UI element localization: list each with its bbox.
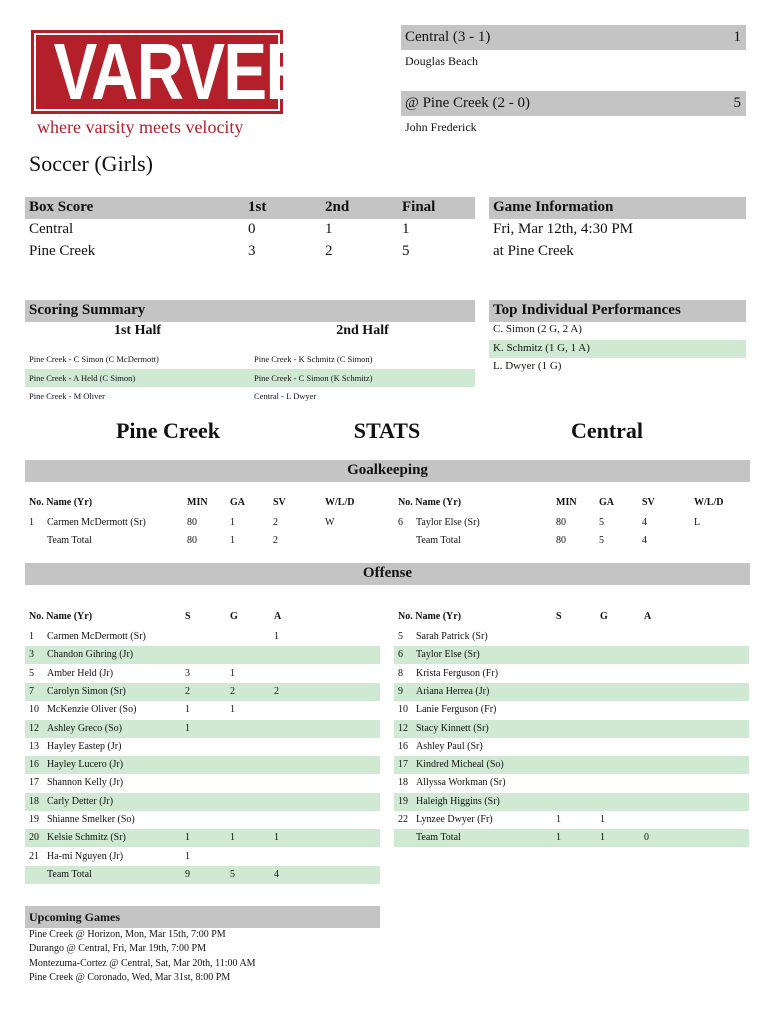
gk-left-team-total-row [25, 532, 380, 550]
goal-entry: Pine Creek - K Schmitz (C Simon) [254, 354, 373, 364]
upcoming-games-header [25, 906, 380, 928]
top-performances-title: Top Individual Performances [493, 302, 681, 318]
scoreboard-home [401, 91, 746, 116]
jersey-number: 20 [29, 832, 39, 844]
page-title: Soccer (Girls) [29, 151, 154, 176]
jersey-number: 18 [29, 795, 39, 807]
jersey-number: 17 [29, 777, 39, 789]
stat-cell: 1 [185, 722, 190, 734]
off-left-player-row [25, 646, 380, 664]
gk-right-player-row [394, 514, 749, 532]
box-score-title: Box Score [29, 199, 94, 215]
stat-cell: 9 [185, 868, 190, 880]
scoreboard-away [401, 25, 746, 50]
jersey-number: 1 [29, 517, 34, 528]
offense-header [25, 563, 750, 585]
off-right-player-row [394, 683, 749, 701]
off-right-player-row [394, 738, 749, 756]
logo-word-var: VAR [53, 27, 182, 116]
off-left-player-row [25, 738, 380, 756]
box-score-header [25, 197, 475, 219]
stat-cell: 1 [185, 704, 190, 716]
stat-cell: 4 [642, 517, 647, 528]
score-1st: 0 [248, 221, 256, 237]
box-score-col-final: Final [402, 199, 436, 215]
game-location: at Pine Creek [493, 243, 574, 259]
box-score-col-2nd: 2nd [325, 199, 350, 215]
column-header: No. Name (Yr) [398, 497, 462, 508]
goalkeeping-header [25, 460, 750, 482]
game-datetime: Fri, Mar 12th, 4:30 PM [493, 221, 634, 237]
stat-cell: 1 [230, 517, 235, 528]
column-header: W/L/D [325, 497, 355, 508]
stat-cell: 4 [274, 868, 279, 880]
stat-cell: 5 [599, 517, 604, 528]
logo-word-vee: VEE [181, 27, 308, 116]
off-left-player-row [25, 665, 380, 683]
player-name: Team Total [47, 868, 92, 880]
stat-cell: 1 [600, 832, 605, 844]
off-right-player-row [394, 756, 749, 774]
player-name: Kindred Micheal (So) [416, 759, 504, 771]
stat-cell: 2 [185, 685, 190, 697]
off-left-player-row [25, 811, 380, 829]
player-name: Carly Detter (Jr) [47, 795, 114, 807]
goal-entry: Pine Creek - C Simon (K Schmitz) [254, 373, 373, 383]
off-right-player-row [394, 774, 749, 792]
goal-entry: Pine Creek - M Oliver [29, 391, 106, 401]
player-name: Team Total [47, 535, 92, 546]
off-left-player-row [25, 683, 380, 701]
performance-item [489, 321, 746, 339]
stats-title: STATS [353, 418, 421, 443]
player-name: Team Total [416, 832, 461, 844]
scoring-row-1 [25, 350, 475, 368]
off-right-player-row [394, 811, 749, 829]
jersey-number: 21 [29, 850, 39, 862]
scoring-summary-header [25, 300, 475, 322]
jersey-number: 16 [398, 740, 408, 752]
off-left-player-row [25, 720, 380, 738]
jersey-number: 10 [29, 704, 39, 716]
jersey-number: 18 [398, 777, 408, 789]
column-header: G [600, 611, 608, 622]
performance-text: K. Schmitz (1 G, 1 A) [493, 342, 590, 354]
player-name: Hayley Eastep (Jr) [47, 740, 122, 752]
stat-cell: 1 [230, 535, 235, 546]
player-name: Lanie Ferguson (Fr) [416, 704, 497, 716]
player-name: Shannon Kelly (Jr) [47, 777, 124, 789]
column-header: W/L/D [694, 497, 724, 508]
column-header: SV [273, 497, 286, 508]
jersey-number: 17 [398, 759, 408, 771]
column-header: No. Name (Yr) [398, 611, 462, 622]
jersey-number: 6 [398, 517, 403, 528]
stat-cell: 80 [556, 517, 566, 528]
jersey-number: 19 [29, 814, 39, 825]
jersey-number: 7 [29, 685, 34, 697]
stat-cell: 80 [187, 535, 197, 546]
stat-cell: 5 [599, 535, 604, 546]
logo-tagline: where varsity meets velocity [37, 117, 244, 137]
column-header: No. Name (Yr) [29, 611, 93, 622]
off-right-player-row [394, 665, 749, 683]
second-half-label: 2nd Half [336, 323, 389, 338]
upcoming-game: Pine Creek @ Coronado, Wed, Mar 31st, 8:00 PM [29, 972, 231, 983]
stat-cell: 1 [274, 832, 279, 844]
off-left-player-row [25, 701, 380, 719]
top-performances-header [489, 300, 746, 322]
stat-cell: 1 [230, 704, 235, 716]
game-info-header [489, 197, 746, 219]
goal-entry: Pine Creek - A Held (C Simon) [29, 373, 136, 383]
stat-cell: 2 [273, 535, 278, 546]
off-right-player-row [394, 701, 749, 719]
jersey-number: 22 [398, 814, 408, 825]
stat-cell: 3 [185, 667, 190, 679]
off-right-player-row [394, 793, 749, 811]
column-header: MIN [187, 497, 208, 508]
jersey-number: 12 [398, 722, 408, 734]
performance-text: C. Simon (2 G, 2 A) [493, 323, 582, 335]
stat-cell: 2 [273, 517, 278, 528]
column-header: GA [230, 497, 245, 508]
away-team: Central (3 - 1) [405, 29, 491, 45]
home-team: @ Pine Creek (2 - 0) [405, 95, 531, 111]
player-name: Carolyn Simon (Sr) [47, 685, 126, 697]
upcoming-game: Pine Creek @ Horizon, Mon, Mar 15th, 7:00 PM [29, 929, 226, 940]
player-name: Team Total [416, 535, 461, 546]
player-name: Krista Ferguson (Fr) [416, 667, 499, 679]
jersey-number: 5 [398, 631, 403, 642]
stat-cell: 1 [230, 832, 235, 844]
column-header: S [185, 611, 191, 622]
off-right-player-row [394, 646, 749, 664]
gk-right-header-row [394, 494, 749, 512]
stat-cell: 1 [185, 850, 190, 862]
box-score-row-pinecreek [25, 242, 475, 264]
player-name: Taylor Else (Sr) [416, 649, 480, 661]
performance-item [489, 340, 746, 358]
off-left-team-total-row [25, 866, 380, 884]
off-left-header-row [25, 608, 380, 626]
stat-cell: 2 [230, 685, 235, 697]
score-1st: 3 [248, 243, 256, 259]
game-info-title: Game Information [493, 199, 614, 215]
off-right-header-row [394, 608, 749, 626]
player-name: Kelsie Schmitz (Sr) [47, 832, 126, 844]
team-name: Central [29, 221, 74, 237]
first-half-label: 1st Half [113, 323, 162, 338]
away-coach: Douglas Beach [405, 54, 478, 68]
player-name: Ashley Paul (Sr) [416, 740, 483, 752]
column-header: GA [599, 497, 614, 508]
scoring-summary-title: Scoring Summary [29, 302, 146, 318]
column-header: A [274, 611, 282, 622]
jersey-number: 1 [29, 631, 34, 642]
stat-cell: L [694, 517, 701, 528]
gk-right-team-total-row [394, 532, 749, 550]
home-score: 5 [733, 95, 741, 111]
player-name: Haleigh Higgins (Sr) [416, 795, 500, 807]
home-coach: John Frederick [405, 120, 477, 134]
stat-cell: 1 [556, 832, 561, 844]
stat-cell: 1 [274, 631, 279, 642]
column-header: SV [642, 497, 655, 508]
stat-cell: 1 [556, 814, 561, 825]
goal-entry: Pine Creek - C Simon (C McDermott) [29, 354, 159, 364]
off-left-player-row [25, 756, 380, 774]
performance-item [489, 358, 746, 376]
away-score: 1 [733, 29, 741, 45]
player-name: Allyssa Workman (Sr) [416, 777, 506, 789]
player-name: Carmen McDermott (Sr) [47, 517, 146, 528]
jersey-number: 5 [29, 667, 34, 679]
stat-cell: 80 [187, 517, 197, 528]
jersey-number: 3 [29, 649, 34, 661]
goal-entry: Central - L Dwyer [254, 391, 317, 401]
goalkeeping-title: Goalkeeping [347, 462, 428, 478]
upcoming-game: Montezuma-Cortez @ Central, Sat, Mar 20th, 11:00 AM [29, 958, 256, 969]
team-name: Pine Creek [29, 243, 96, 259]
player-name: Taylor Else (Sr) [416, 517, 480, 528]
score-final: 1 [402, 221, 410, 237]
column-header: A [644, 611, 652, 622]
column-header: S [556, 611, 562, 622]
player-name: Stacy Kinnett (Sr) [416, 722, 489, 734]
off-right-player-row [394, 720, 749, 738]
stat-cell: 2 [274, 685, 279, 697]
player-name: Hayley Lucero (Jr) [47, 759, 124, 771]
score-final: 5 [402, 243, 410, 259]
stats-team-left: Pine Creek [115, 418, 221, 443]
player-name: Carmen McDermott (Sr) [47, 631, 146, 642]
box-score-row-central [25, 220, 475, 242]
box-score-col-1st: 1st [248, 199, 267, 215]
stat-cell: 1 [600, 814, 605, 825]
player-name: Lynzee Dwyer (Fr) [416, 814, 493, 825]
player-name: Shianne Smelker (So) [47, 814, 135, 825]
jersey-number: 9 [398, 685, 403, 697]
player-name: Ashley Greco (So) [47, 722, 122, 734]
score-2nd: 1 [325, 221, 333, 237]
scoring-row-2 [25, 369, 475, 387]
stat-cell: 80 [556, 535, 566, 546]
performance-text: L. Dwyer (1 G) [493, 360, 562, 372]
off-left-player-row [25, 793, 380, 811]
stat-cell: 4 [642, 535, 647, 546]
player-name: Sarah Patrick (Sr) [416, 631, 488, 642]
upcoming-game: Durango @ Central, Fri, Mar 19th, 7:00 PM [29, 943, 206, 954]
jersey-number: 19 [398, 795, 408, 807]
stat-cell: 1 [185, 832, 190, 844]
column-header: MIN [556, 497, 577, 508]
stat-cell: W [325, 517, 335, 528]
off-left-player-row [25, 774, 380, 792]
stat-cell: 1 [230, 667, 235, 679]
off-right-team-total-row [394, 829, 749, 847]
player-name: McKenzie Oliver (So) [47, 704, 137, 716]
gk-left-header-row [25, 494, 380, 512]
player-name: Chandon Gihring (Jr) [47, 649, 134, 661]
player-name: Amber Held (Jr) [47, 667, 114, 679]
stat-cell: 5 [230, 868, 235, 880]
jersey-number: 6 [398, 649, 403, 661]
player-name: Ariana Herrea (Jr) [416, 685, 490, 697]
player-name: Ha-mi Nguyen (Jr) [47, 850, 124, 862]
jersey-number: 8 [398, 667, 403, 679]
offense-title: Offense [362, 565, 413, 581]
column-header: No. Name (Yr) [29, 497, 93, 508]
jersey-number: 12 [29, 722, 39, 734]
column-header: G [230, 611, 238, 622]
score-2nd: 2 [325, 243, 333, 259]
jersey-number: 13 [29, 740, 39, 752]
stat-cell: 0 [644, 832, 649, 844]
off-left-player-row [25, 829, 380, 847]
off-left-player-row [25, 628, 380, 646]
logo [31, 27, 308, 116]
off-left-player-row [25, 848, 380, 866]
off-right-player-row [394, 628, 749, 646]
jersey-number: 10 [398, 704, 408, 716]
scoring-row-3 [25, 387, 475, 405]
gk-left-player-row [25, 514, 380, 532]
stats-team-right: Central [570, 418, 644, 443]
jersey-number: 16 [29, 759, 39, 771]
upcoming-games-title: Upcoming Games [29, 910, 120, 924]
